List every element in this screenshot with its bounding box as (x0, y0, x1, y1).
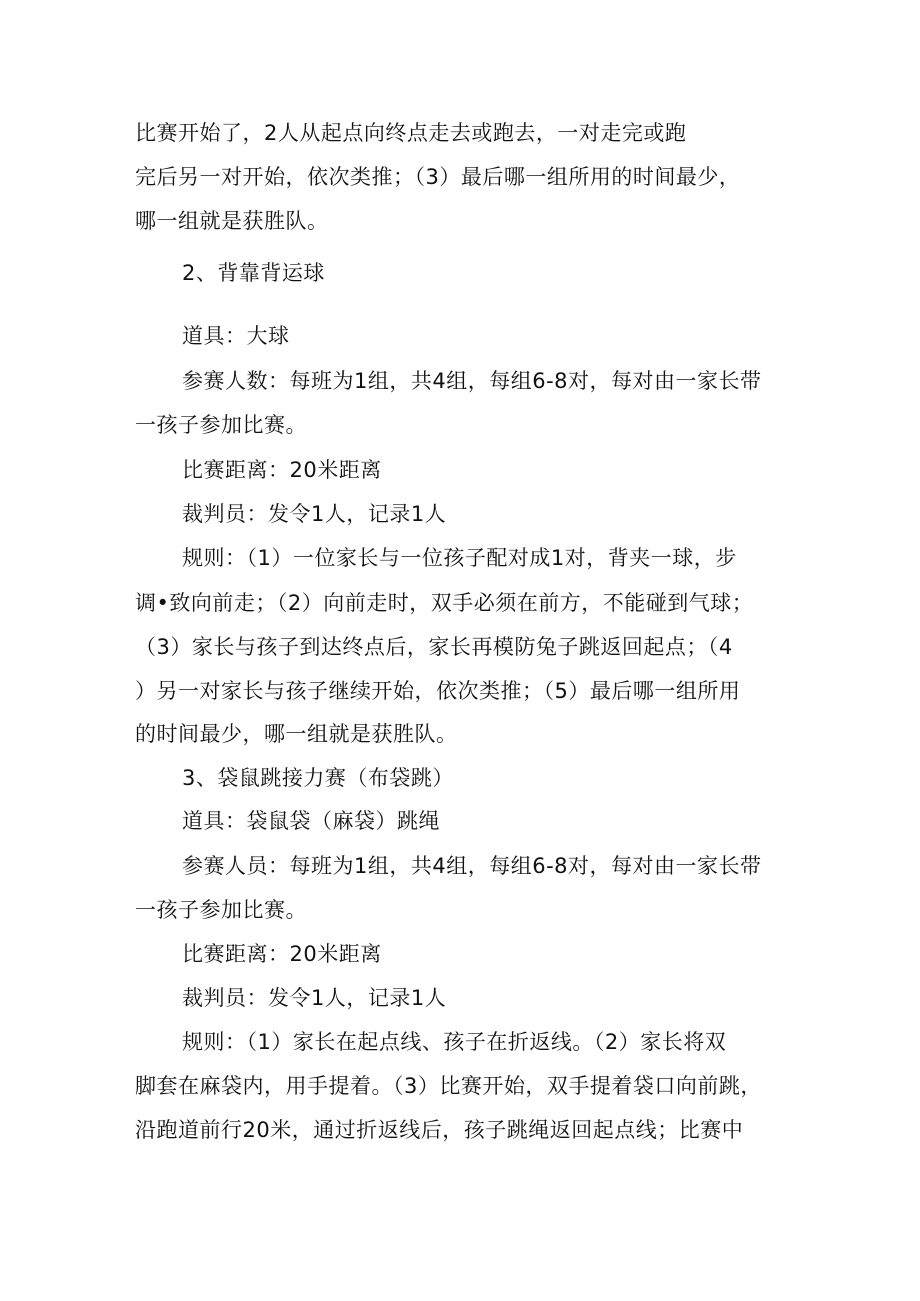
participants-line-cont: 一孩子参加比赛。 (135, 413, 307, 437)
rules-line-2: 调•致向前走；（2）向前走时，双手必须在前方，不能碰到气球； (135, 591, 754, 615)
paragraph-line-2: 完后另一对开始，依次类推；（3）最后哪一组所用的时间最少， (135, 165, 741, 189)
paragraph-line-1: 比赛开始了，2人从起点向终点走去或跑去，一对走完或跑 (135, 121, 687, 145)
rules-line-3: （3）家长与孩子到达终点后，家长再模防兔子跳返回起点；（4 (135, 635, 733, 659)
referee-line: 裁判员：发令1人，记录1人 (182, 502, 447, 526)
rules-line-5: 的时间最少，哪一组就是获胜队。 (135, 722, 458, 746)
section-heading-back-to-back-ball: 2、背靠背运球 (182, 261, 325, 285)
participants-line-2-cont: 一孩子参加比赛。 (135, 898, 307, 922)
rules2-line-1: 规则：（1）家长在起点线、孩子在折返线。（2）家长将双 (182, 1030, 727, 1054)
distance-line-2: 比赛距离：20米距离 (182, 942, 382, 966)
props-line: 道具：大球 (182, 324, 290, 348)
participants-line: 参赛人数：每班为1组，共4组，每组6-8对，每对由一家长带 (182, 369, 762, 393)
participants-line-2: 参赛人员：每班为1组，共4组，每组6-8对，每对由一家长带 (182, 854, 762, 878)
section-heading-kangaroo-relay: 3、袋鼠跳接力赛（布袋跳） (182, 766, 454, 790)
rules2-line-2: 脚套在麻袋内，用手提着。（3）比赛开始，双手提着袋口向前跳， (135, 1074, 762, 1098)
rules-line-4: ）另一对家长与孩子继续开始，依次类推；（5）最后哪一组所用 (135, 679, 741, 703)
rules-line-1: 规则：（1）一位家长与一位孩子配对成1对，背夹一球，步 (182, 546, 737, 570)
rules2-line-3: 沿跑道前行20米，通过折返线后，孩子跳绳返回起点线；比赛中 (135, 1118, 744, 1142)
paragraph-line-3: 哪一组就是获胜队。 (135, 209, 329, 233)
referee-line-2: 裁判员：发令1人，记录1人 (182, 986, 447, 1010)
distance-line: 比赛距离：20米距离 (182, 458, 382, 482)
props-line-2: 道具：袋鼠袋（麻袋）跳绳 (182, 809, 440, 833)
